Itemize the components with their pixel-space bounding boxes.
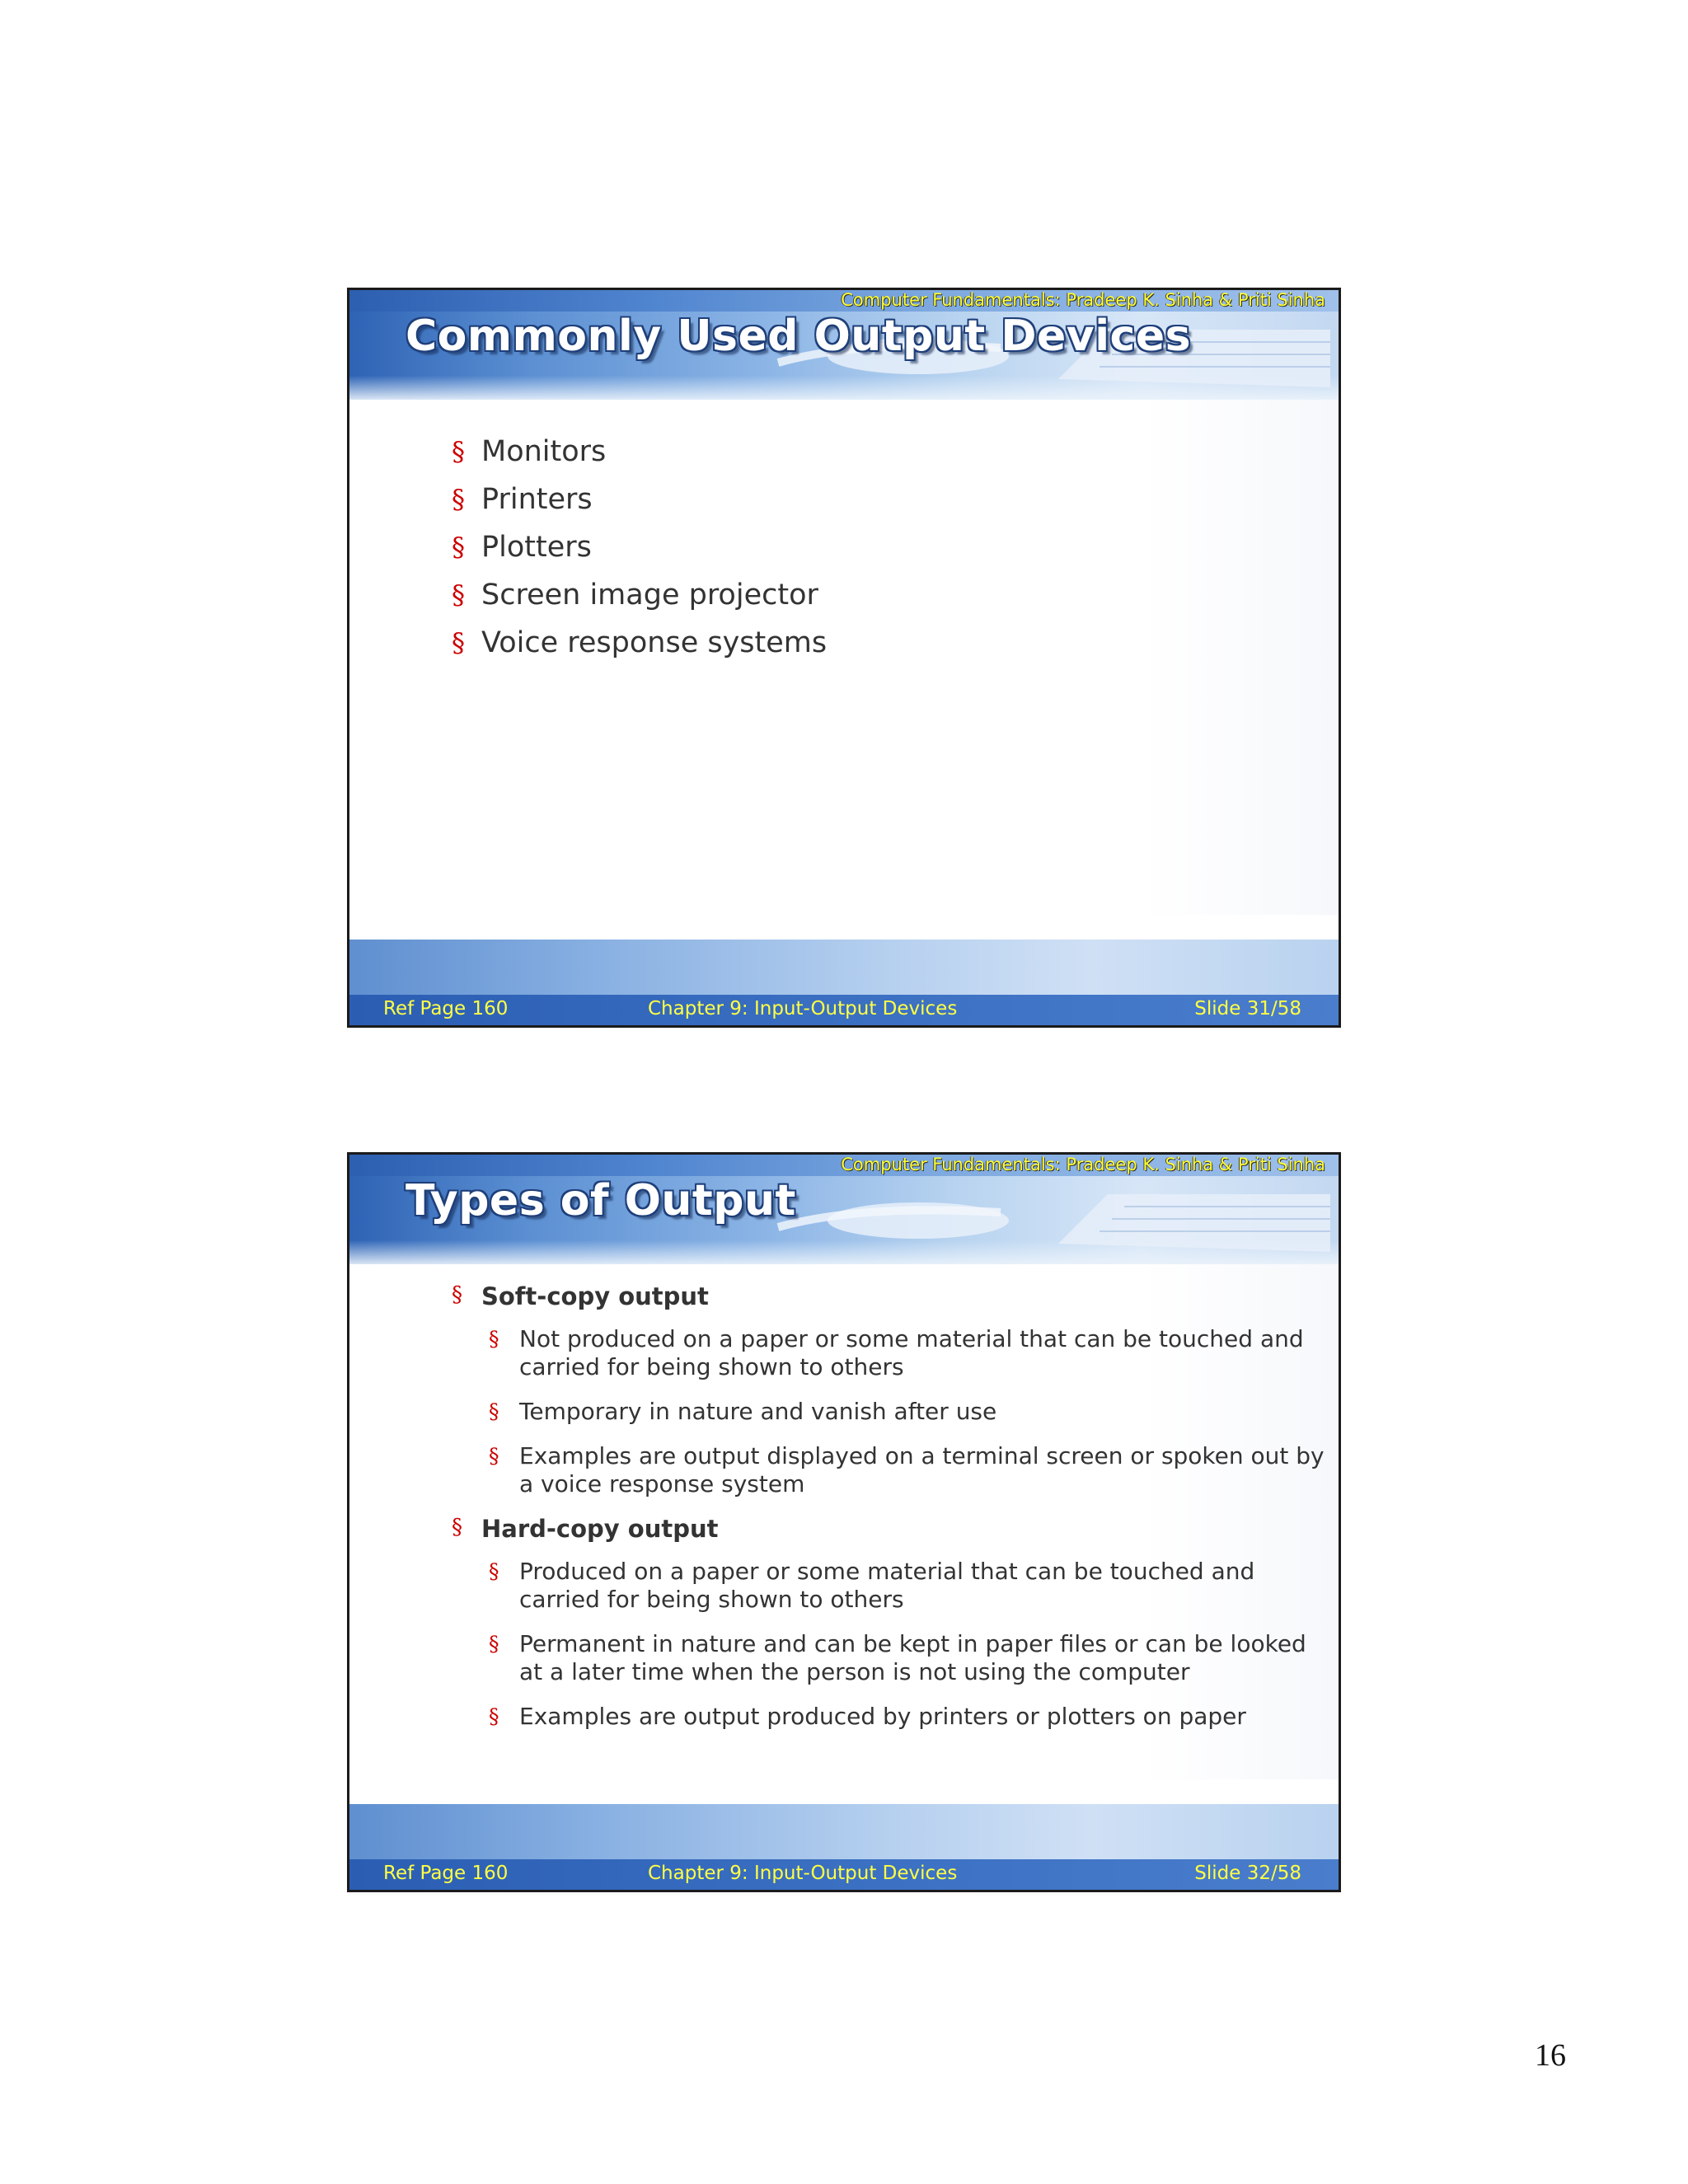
list-item: § Temporary in nature and vanish after use: [489, 1398, 997, 1425]
section-bullet-icon: §: [452, 627, 465, 658]
book-credit: Computer Fundamentals: Pradeep K. Sinha & Priti Sinha: [841, 290, 1325, 310]
list-item: § Monitors: [452, 428, 827, 476]
section-bullet-icon: §: [489, 1399, 499, 1423]
list-item: § Printers: [452, 476, 827, 523]
section-bullet-icon: §: [489, 1632, 499, 1656]
list-item: § Produced on a paper or some material that can be touched and carried for being shown to others: [489, 1558, 1255, 1613]
slide-31: [347, 288, 1341, 1028]
slide-32: [347, 1152, 1341, 1892]
slide-header-banner: [349, 1155, 1339, 1264]
slide-title: Types of Output: [406, 1176, 796, 1226]
mouse-illustration: [762, 1188, 1009, 1245]
slide-number: Slide 31/58: [1194, 998, 1301, 1019]
list-item: § Plotters: [452, 523, 827, 571]
list-item: § Permanent in nature and can be kept in paper files or can be looked at a later time when the person is not using the computer: [489, 1630, 1306, 1685]
chapter-label: Chapter 9: Input-Output Devices: [648, 1863, 958, 1884]
footer-decoration: [349, 1804, 1339, 1862]
footer-decoration: [349, 940, 1339, 997]
book-credit: Computer Fundamentals: Pradeep K. Sinha & Priti Sinha: [841, 1155, 1325, 1174]
list-item: § Screen image projector: [452, 571, 827, 619]
keyboard-illustration: [1058, 1186, 1330, 1252]
section-heading: § Soft-copy output: [452, 1282, 709, 1310]
ref-page: Ref Page 160: [383, 1863, 509, 1884]
slide-title: Commonly Used Output Devices: [406, 312, 1192, 361]
list-item: § Voice response systems: [452, 619, 827, 667]
section-bullet-icon: §: [489, 1444, 499, 1468]
section-bullet-icon: §: [452, 436, 465, 467]
section-heading: § Hard-copy output: [452, 1515, 719, 1543]
section-bullet-icon: §: [452, 484, 465, 515]
bullet-list: [452, 428, 827, 667]
section-bullet-icon: §: [489, 1704, 499, 1728]
list-item: § Examples are output produced by printers or plotters on paper: [489, 1703, 1246, 1730]
slide-number: Slide 32/58: [1194, 1863, 1301, 1884]
chapter-label: Chapter 9: Input-Output Devices: [648, 998, 958, 1019]
section-bullet-icon: §: [452, 532, 465, 563]
slide-footer: [349, 1859, 1339, 1890]
section-bullet-icon: §: [452, 579, 465, 611]
section-bullet-icon: §: [489, 1327, 499, 1351]
ref-page: Ref Page 160: [383, 998, 509, 1019]
slide-footer: [349, 995, 1339, 1025]
section-bullet-icon: §: [452, 1515, 462, 1540]
slide-header-banner: [349, 290, 1339, 400]
section-bullet-icon: §: [452, 1282, 462, 1307]
page-number: 16: [1535, 2038, 1566, 2073]
list-item: § Examples are output displayed on a terminal screen or spoken out by a voice response system: [489, 1442, 1325, 1497]
section-bullet-icon: §: [489, 1559, 499, 1583]
bullet-list: [452, 1282, 1325, 1747]
list-item: § Not produced on a paper or some material that can be touched and carried for being shown to others: [489, 1325, 1304, 1380]
